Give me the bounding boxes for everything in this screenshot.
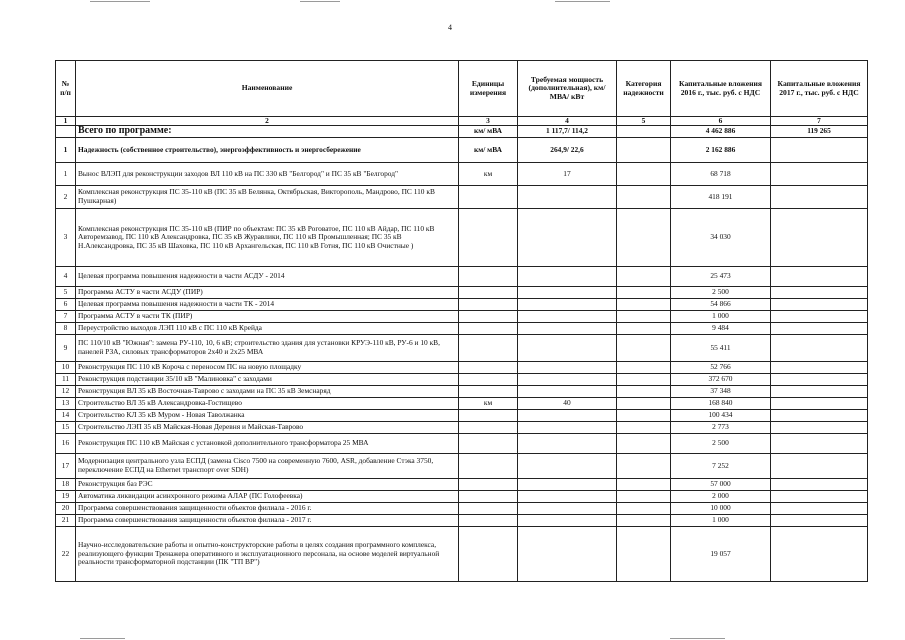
table-row: [56, 515, 868, 527]
page-number: 4: [448, 23, 452, 32]
row-unit: [459, 434, 518, 454]
section-row: [56, 138, 868, 163]
row-num: 21: [56, 515, 76, 527]
table-row: [56, 311, 868, 323]
column-number: 5: [617, 117, 671, 126]
row-capex-2017: [771, 209, 868, 267]
row-capex-2016: 19 057: [671, 527, 771, 582]
row-capex-2016: 372 670: [671, 374, 771, 386]
row-capex-2017: [771, 163, 868, 186]
section-unit: км/ мВА: [459, 138, 518, 163]
table-row: [56, 362, 868, 374]
program-total-row: [56, 126, 868, 138]
row-capex-2016: 55 411: [671, 335, 771, 362]
row-name: Реконструкция подстанции 35/10 кВ "Малиновка" с заходами: [76, 374, 459, 386]
row-category: [617, 503, 671, 515]
row-power: [518, 323, 617, 335]
row-unit: [459, 287, 518, 299]
row-name: Реконструкция ПС 110 кВ Короча с переносом ПС на новую площадку: [76, 362, 459, 374]
row-power: [518, 299, 617, 311]
row-capex-2016: 10 000: [671, 503, 771, 515]
table-row: [56, 186, 868, 209]
row-capex-2017: [771, 335, 868, 362]
row-power: [518, 410, 617, 422]
row-capex-2016: 52 766: [671, 362, 771, 374]
row-capex-2017: [771, 323, 868, 335]
row-unit: км: [459, 398, 518, 410]
column-number: 2: [76, 117, 459, 126]
row-category: [617, 362, 671, 374]
row-unit: [459, 374, 518, 386]
table-row: [56, 491, 868, 503]
table-row: [56, 163, 868, 186]
row-power: [518, 503, 617, 515]
row-capex-2016: 1 000: [671, 515, 771, 527]
row-category: [617, 454, 671, 479]
row-name: ПС 110/10 кВ "Южная": замена РУ-110, 10, 6 кВ; строительство здания для установки КРУЭ-110 кВ, РУ-6 и 10 кВ, панелей РЗА, силовых трансформаторов 2х40 и 2х25 МВА: [76, 335, 459, 362]
row-name: Программа АСТУ в части ТК (ПИР): [76, 311, 459, 323]
row-category: [617, 335, 671, 362]
row-category: [617, 491, 671, 503]
row-unit: [459, 491, 518, 503]
row-capex-2016: 7 252: [671, 454, 771, 479]
row-power: [518, 422, 617, 434]
row-num: 15: [56, 422, 76, 434]
row-unit: [459, 527, 518, 582]
row-name: Программа совершенствования защищенности объектов филиала - 2016 г.: [76, 503, 459, 515]
row-power: [518, 454, 617, 479]
row-category: [617, 422, 671, 434]
table-row: [56, 503, 868, 515]
row-name: Программа АСТУ в части АСДУ (ПИР): [76, 287, 459, 299]
row-power: [518, 374, 617, 386]
header-power: Требуемая мощность (дополнительная), км/ МВА/ кВт: [518, 61, 617, 117]
row-num: 8: [56, 323, 76, 335]
row-num: 22: [56, 527, 76, 582]
row-num: 7: [56, 311, 76, 323]
row-power: [518, 186, 617, 209]
row-num: 9: [56, 335, 76, 362]
row-unit: [459, 362, 518, 374]
table-row: [56, 374, 868, 386]
row-power: 40: [518, 398, 617, 410]
header-unit: Единицы измерения: [459, 61, 518, 117]
table-row: [56, 267, 868, 287]
section-capex-2017: [771, 138, 868, 163]
row-capex-2017: [771, 422, 868, 434]
table-row: [56, 422, 868, 434]
row-name: Автоматика ликвидации асинхронного режима АЛАР (ПС Голофеевка): [76, 491, 459, 503]
table-row: [56, 287, 868, 299]
total-unit: км/ мВА: [459, 126, 518, 138]
row-capex-2017: [771, 398, 868, 410]
row-unit: [459, 186, 518, 209]
row-num: 18: [56, 479, 76, 491]
header-row: [56, 61, 868, 117]
table-row: [56, 398, 868, 410]
row-category: [617, 186, 671, 209]
row-num: 4: [56, 267, 76, 287]
row-num: 13: [56, 398, 76, 410]
row-category: [617, 515, 671, 527]
scan-edge-mark: [90, 1, 150, 2]
row-category: [617, 527, 671, 582]
row-num: 2: [56, 186, 76, 209]
row-capex-2017: [771, 410, 868, 422]
row-num: 16: [56, 434, 76, 454]
row-category: [617, 267, 671, 287]
row-category: [617, 434, 671, 454]
column-number: 7: [771, 117, 868, 126]
row-capex-2017: [771, 374, 868, 386]
row-name: Реконструкция ПС 110 кВ Майская с установкой дополнительного трансформатора 25 МВА: [76, 434, 459, 454]
row-category: [617, 410, 671, 422]
total-capex-2016: 4 462 886: [671, 126, 771, 138]
row-capex-2017: [771, 186, 868, 209]
row-power: [518, 515, 617, 527]
row-power: [518, 386, 617, 398]
row-unit: [459, 323, 518, 335]
row-power: [518, 335, 617, 362]
section-power: 264,9/ 22,6: [518, 138, 617, 163]
row-power: [518, 267, 617, 287]
scan-edge-mark: [300, 1, 340, 2]
row-num: 6: [56, 299, 76, 311]
row-unit: [459, 267, 518, 287]
row-capex-2016: 34 030: [671, 209, 771, 267]
section-name: Надежность (собственное строительство), энергоэффективность и энергосбережение: [76, 138, 459, 163]
table-row: [56, 386, 868, 398]
row-category: [617, 209, 671, 267]
row-capex-2016: 37 348: [671, 386, 771, 398]
table-row: [56, 410, 868, 422]
row-num: 3: [56, 209, 76, 267]
row-category: [617, 287, 671, 299]
scan-edge-mark: [555, 1, 610, 2]
row-num: 12: [56, 386, 76, 398]
scan-edge-mark: [670, 638, 725, 639]
row-name: Строительство ВЛ 35 кВ Александровка-Гостищево: [76, 398, 459, 410]
total-category: [617, 126, 671, 138]
row-power: [518, 527, 617, 582]
table-row: [56, 299, 868, 311]
row-capex-2016: 57 000: [671, 479, 771, 491]
row-name: Реконструкция баз РЭС: [76, 479, 459, 491]
row-name: Модернизация центрального узла ЕСПД (замена Cisco 7500 на современную 7600, ASR, добавление Стэка 3750, переключение ЕСПД на Ethernet транспорт over SDH): [76, 454, 459, 479]
row-power: 17: [518, 163, 617, 186]
row-unit: [459, 454, 518, 479]
column-number: 4: [518, 117, 617, 126]
total-name: Всего по программе:: [76, 126, 459, 138]
row-capex-2016: 2 500: [671, 434, 771, 454]
header-name: Наименование: [76, 61, 459, 117]
row-unit: км: [459, 163, 518, 186]
row-capex-2017: [771, 454, 868, 479]
row-capex-2016: 418 191: [671, 186, 771, 209]
row-category: [617, 479, 671, 491]
row-capex-2016: 100 434: [671, 410, 771, 422]
row-name: Комплексная реконструкция ПС 35-110 кВ (ПИР по объектам: ПС 35 кВ Роговатое, ПС 110 кВ Айдар, ПС 110 кВ Авторемзавод, ПС 110 кВ Александровка, ПС 35 кВ Журавлики, ПС 110 кВ Промышленная; ПС 35 кВ Н.Александровка, ПС 35 кВ Шаховка, ПС 110 кВ Архангельская, ПС 110 кВ Готня, ПС 110 кВ Очистные ): [76, 209, 459, 267]
row-power: [518, 311, 617, 323]
column-number: 1: [56, 117, 76, 126]
row-capex-2017: [771, 491, 868, 503]
table-row: [56, 335, 868, 362]
row-name: Строительство ЛЭП 35 кВ Майская-Новая Деревня и Майская-Таврово: [76, 422, 459, 434]
row-unit: [459, 311, 518, 323]
row-power: [518, 209, 617, 267]
row-num: 19: [56, 491, 76, 503]
row-num: 20: [56, 503, 76, 515]
row-category: [617, 374, 671, 386]
column-number: 6: [671, 117, 771, 126]
row-power: [518, 362, 617, 374]
row-name: Научно-исследовательские работы и опытно-конструкторские работы в целях создания программного комплекса, реализующего функции Тренажера оперативного и эксплуатационного персонала, на основе моделей виртуальной реальности трансформаторной подстанции (ПК "ТП ВР"): [76, 527, 459, 582]
row-name: Комплексная реконструкция ПС 35-110 кВ (ПС 35 кВ Белянка, Октябрьская, Викторополь, Мандрово, ПС 110 кВ Пушкарная): [76, 186, 459, 209]
row-unit: [459, 422, 518, 434]
row-name: Строительство КЛ 35 кВ Муром - Новая Таволжанка: [76, 410, 459, 422]
table-row: [56, 323, 868, 335]
row-name: Программа совершенствования защищенности объектов филиала - 2017 г.: [76, 515, 459, 527]
header-capex-2016: Капитальные вложения 2016 г., тыс. руб. с НДС: [671, 61, 771, 117]
row-capex-2016: 68 718: [671, 163, 771, 186]
row-unit: [459, 299, 518, 311]
row-num: 11: [56, 374, 76, 386]
row-capex-2017: [771, 299, 868, 311]
header-num: № п/п: [56, 61, 76, 117]
row-unit: [459, 335, 518, 362]
row-power: [518, 491, 617, 503]
row-num: 5: [56, 287, 76, 299]
row-power: [518, 287, 617, 299]
row-unit: [459, 515, 518, 527]
row-name: Реконструкция ВЛ 35 кВ Восточная-Таврово с заходами на ПС 35 кВ Земснаряд: [76, 386, 459, 398]
row-capex-2016: 54 866: [671, 299, 771, 311]
row-capex-2016: 2 773: [671, 422, 771, 434]
section-capex-2016: 2 162 886: [671, 138, 771, 163]
row-capex-2017: [771, 503, 868, 515]
column-number-row: [56, 117, 868, 126]
row-capex-2017: [771, 515, 868, 527]
row-power: [518, 434, 617, 454]
investment-program-table: [55, 60, 868, 582]
row-unit: [459, 209, 518, 267]
row-num: 14: [56, 410, 76, 422]
section-num: 1: [56, 138, 76, 163]
total-capex-2017: 119 265: [771, 126, 868, 138]
total-num: [56, 126, 76, 138]
row-name: Вынос ВЛЭП для реконструкции заходов ВЛ 110 кВ на ПС 330 кВ "Белгород" и ПС 35 кВ "Белгород": [76, 163, 459, 186]
table-row: [56, 434, 868, 454]
row-capex-2016: 25 473: [671, 267, 771, 287]
table-row: [56, 479, 868, 491]
scan-edge-mark: [80, 638, 125, 639]
table-row: [56, 454, 868, 479]
row-capex-2016: 2 000: [671, 491, 771, 503]
row-category: [617, 299, 671, 311]
row-capex-2017: [771, 267, 868, 287]
row-num: 17: [56, 454, 76, 479]
row-name: Переустройство выходов ЛЭП 110 кВ с ПС 110 кВ Крейда: [76, 323, 459, 335]
row-capex-2017: [771, 287, 868, 299]
column-number: 3: [459, 117, 518, 126]
row-num: 1: [56, 163, 76, 186]
row-name: Целевая программа повышения надежности в части ТК - 2014: [76, 299, 459, 311]
row-unit: [459, 386, 518, 398]
total-power: 1 117,7/ 114,2: [518, 126, 617, 138]
header-category: Категория надежности: [617, 61, 671, 117]
row-unit: [459, 503, 518, 515]
row-power: [518, 479, 617, 491]
row-category: [617, 311, 671, 323]
header-capex-2017: Капитальные вложения 2017 г., тыс. руб. с НДС: [771, 61, 868, 117]
row-num: 10: [56, 362, 76, 374]
row-capex-2017: [771, 362, 868, 374]
row-category: [617, 386, 671, 398]
row-capex-2016: 2 500: [671, 287, 771, 299]
row-category: [617, 398, 671, 410]
row-capex-2017: [771, 434, 868, 454]
row-name: Целевая программа повышения надежности в части АСДУ - 2014: [76, 267, 459, 287]
row-category: [617, 323, 671, 335]
row-capex-2017: [771, 479, 868, 491]
row-category: [617, 163, 671, 186]
row-unit: [459, 479, 518, 491]
section-category: [617, 138, 671, 163]
row-capex-2016: 1 000: [671, 311, 771, 323]
row-capex-2017: [771, 386, 868, 398]
row-capex-2017: [771, 311, 868, 323]
table-row: [56, 527, 868, 582]
row-unit: [459, 410, 518, 422]
row-capex-2016: 9 484: [671, 323, 771, 335]
row-capex-2016: 168 840: [671, 398, 771, 410]
row-capex-2017: [771, 527, 868, 582]
table-row: [56, 209, 868, 267]
